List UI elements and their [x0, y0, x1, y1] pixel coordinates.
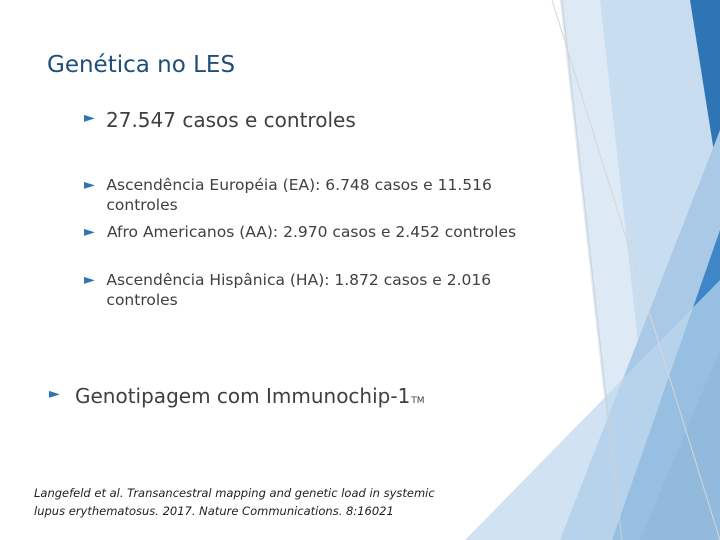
bullet-total-cases — [84, 108, 356, 132]
reference-citation — [34, 484, 534, 520]
bullet-text: Genotipagem com Immunochip-1 — [75, 384, 411, 408]
sub-bullet-text: Afro Americanos (AA): 2.970 casos e 2.452 controles — [107, 223, 517, 241]
arrow-right-filled-icon: ► — [49, 386, 60, 402]
arrow-right-filled-icon: ► — [84, 224, 95, 240]
sub-bullet-european — [84, 175, 554, 215]
slide-title: Genética no LES — [47, 52, 236, 78]
arrow-right-filled-icon: ► — [84, 177, 95, 193]
sub-bullet-text: Ascendência Hispânica (HA): 1.872 casos e 2.016 controles — [106, 271, 492, 309]
sub-bullet-african-american — [84, 222, 554, 242]
arrow-right-filled-icon: ► — [84, 272, 95, 288]
reference-line-2: lupus erythematosus. 2017. Nature Communications. 8:16021 — [34, 504, 394, 518]
trademark-label: TM — [411, 396, 425, 406]
reference-line-1: Langefeld et al. Transancestral mapping and genetic load in systemic — [34, 486, 435, 500]
bullet-genotyping — [49, 384, 425, 408]
bullet-text: 27.547 casos e controles — [106, 108, 356, 132]
arrow-right-filled-icon: ► — [84, 110, 95, 126]
sub-bullet-hispanic — [84, 270, 554, 310]
sub-bullet-text: Ascendência Européia (EA): 6.748 casos e 11.516 controles — [106, 176, 492, 214]
